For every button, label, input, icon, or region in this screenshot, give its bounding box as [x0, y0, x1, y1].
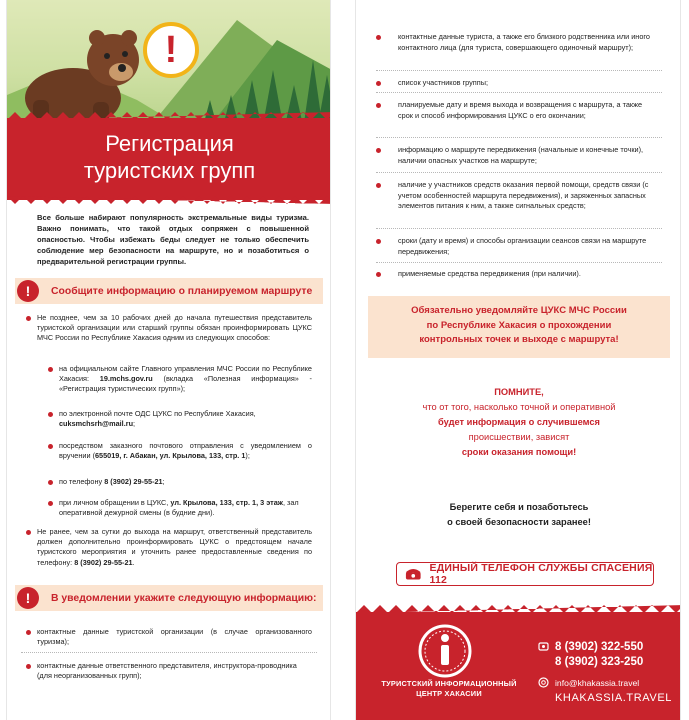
list-item: по телефону 8 (3902) 29-55-21; — [59, 477, 312, 487]
exclamation-badge-icon: ! — [17, 280, 39, 302]
list-item: контактные данные туристской организации (в случае организованного туризма); — [37, 627, 312, 647]
list-item: посредством заказного почтового отправления с уведомлением о вручении (655019, г. Абакан, ул. Крылова, 133, стр. 1); — [59, 441, 312, 461]
title-line-2: туристских групп — [83, 158, 256, 183]
phone-row[interactable]: 8 (3902) 323-250 — [555, 655, 644, 668]
list-item: при личном обращении в ЦУКС, ул. Крылова, 133, стр. 1, 3 этаж, зал оперативной дежурной смены (в будние дни). — [59, 498, 312, 518]
list-item: на официальном сайте Главного управления МЧС России по Республике Хакасия: 19.mchs.gov.ru (вкладка «Полезная информация» - «Регистрация туристических групп»); — [59, 364, 312, 394]
section-route-header — [15, 278, 323, 304]
telephone-icon — [405, 567, 422, 581]
list-item: контактные данные ответственного представителя, инструктора-проводника (для неорганизованных групп); — [37, 661, 312, 681]
phone-link[interactable]: 8 (3902) 29-55-21 — [104, 477, 163, 486]
list-item: сроки (дату и время) и способы организации сеансов связи на маршруте передвижения; — [398, 236, 656, 257]
dotted-separator — [376, 262, 662, 263]
phone-row[interactable]: 8 (3902) 322-550 — [538, 639, 678, 654]
section-info-title: В уведомлении укажите следующую информацию: — [51, 592, 317, 604]
dotted-separator — [376, 137, 662, 138]
dotted-separator — [376, 172, 662, 173]
phone-icon — [538, 641, 549, 652]
list-item: информацию о маршруте передвижения (начальные и конечные точки), наличии опасных участков на маршруте; — [398, 145, 656, 166]
list-item: наличие у участников средств оказания первой помощи, средств связи (с учетом особенностей маршрута передвижения), и заряженных запасных элементов питания к ним, а также сигнальных средств; — [398, 180, 656, 212]
footer — [356, 612, 681, 720]
zigzag-divider — [356, 603, 681, 613]
list-item: применяемые средства передвижения (при наличии). — [398, 269, 656, 280]
email-row[interactable]: info@khakassia.travel — [538, 675, 678, 690]
contacts-block — [538, 639, 678, 705]
exclamation-icon: ! — [143, 22, 199, 78]
mchs-website-link[interactable]: 19.mchs.gov.ru — [99, 374, 153, 384]
info-center-logo-icon — [416, 622, 474, 684]
page-title — [7, 130, 331, 184]
email-link[interactable]: cuksmchsrh@mail.ru — [59, 419, 134, 429]
list-item: список участников группы; — [398, 78, 656, 89]
section-info-header — [15, 585, 323, 611]
intro-paragraph: Все больше набирают популярность экстремальные виды туризма. Важно понимать, что такой отдых сопряжен с повышенной опасностью. Чтобы избежать беды следует не только обеспечить соблюдение мер безопасности на маршруте, но и позаботиться о предварительной регистрации группы. — [37, 213, 309, 266]
title-line-1: Регистрация — [105, 131, 234, 156]
dotted-separator — [21, 652, 317, 653]
list-item: планируемые дату и время выхода и возвращения с маршрута, а также срок и способ информирования ЦУКС о его окончании; — [398, 100, 656, 121]
remember-message: ПОМНИТЕ, что от того, насколько точной и оперативной будет информация о случившемся происшествии, зависят сроки оказания помощи! — [422, 387, 616, 457]
rescue-phone-banner[interactable]: ЕДИНЫЙ ТЕЛЕФОН СЛУЖБЫ СПАСЕНИЯ 112 — [396, 562, 654, 586]
list-item: по электронной почте ОДС ЦУКС по Республике Хакасия, cuksmchsrh@mail.ru; — [59, 409, 312, 429]
left-panel — [6, 0, 331, 720]
exclamation-badge-icon: ! — [17, 587, 39, 609]
info-center-name: ТУРИСТСКИЙ ИНФОРМАЦИОННЫЙ ЦЕНТР ХАКАСИИ — [381, 679, 517, 698]
section-route-title: Сообщите информацию о планируемом маршруте — [51, 285, 313, 297]
list-item: Не позднее, чем за 10 рабочих дней до начала путешествия представитель туристской организации или старший группы обязан проинформировать ЦУКС МЧС России по Республике Хакасия одним из следующих способов: — [37, 313, 312, 343]
list-item: Не ранее, чем за сутки до выхода на маршрут, ответственный представитель должен дополнительно проинформировать ЦУКС о предстоящем начале туристского мероприятия и уточнить ранее предоставленные сведения по телефону: 8 (3902) 29-55-21. — [37, 527, 312, 567]
right-panel — [355, 0, 681, 720]
notice-banner: Обязательно уведомляйте ЦУКС МЧС России по Республике Хакасия о прохождении контрольных точек и выходе с маршрута! — [368, 296, 670, 358]
zigzag-divider-bottom — [7, 196, 331, 206]
dotted-separator — [376, 228, 662, 229]
list-item: контактные данные туриста, а также его близкого родственника или иного контактного лица (для туриста, совершающего одиночный маршрут); — [398, 32, 656, 53]
dotted-separator — [376, 92, 662, 93]
care-message: Берегите себя и позаботьтесь о своей безопасности заранее! — [447, 502, 591, 527]
email-icon — [538, 677, 549, 688]
dotted-separator — [376, 70, 662, 71]
website-row[interactable]: KHAKASSIA.TRAVEL — [555, 691, 672, 704]
